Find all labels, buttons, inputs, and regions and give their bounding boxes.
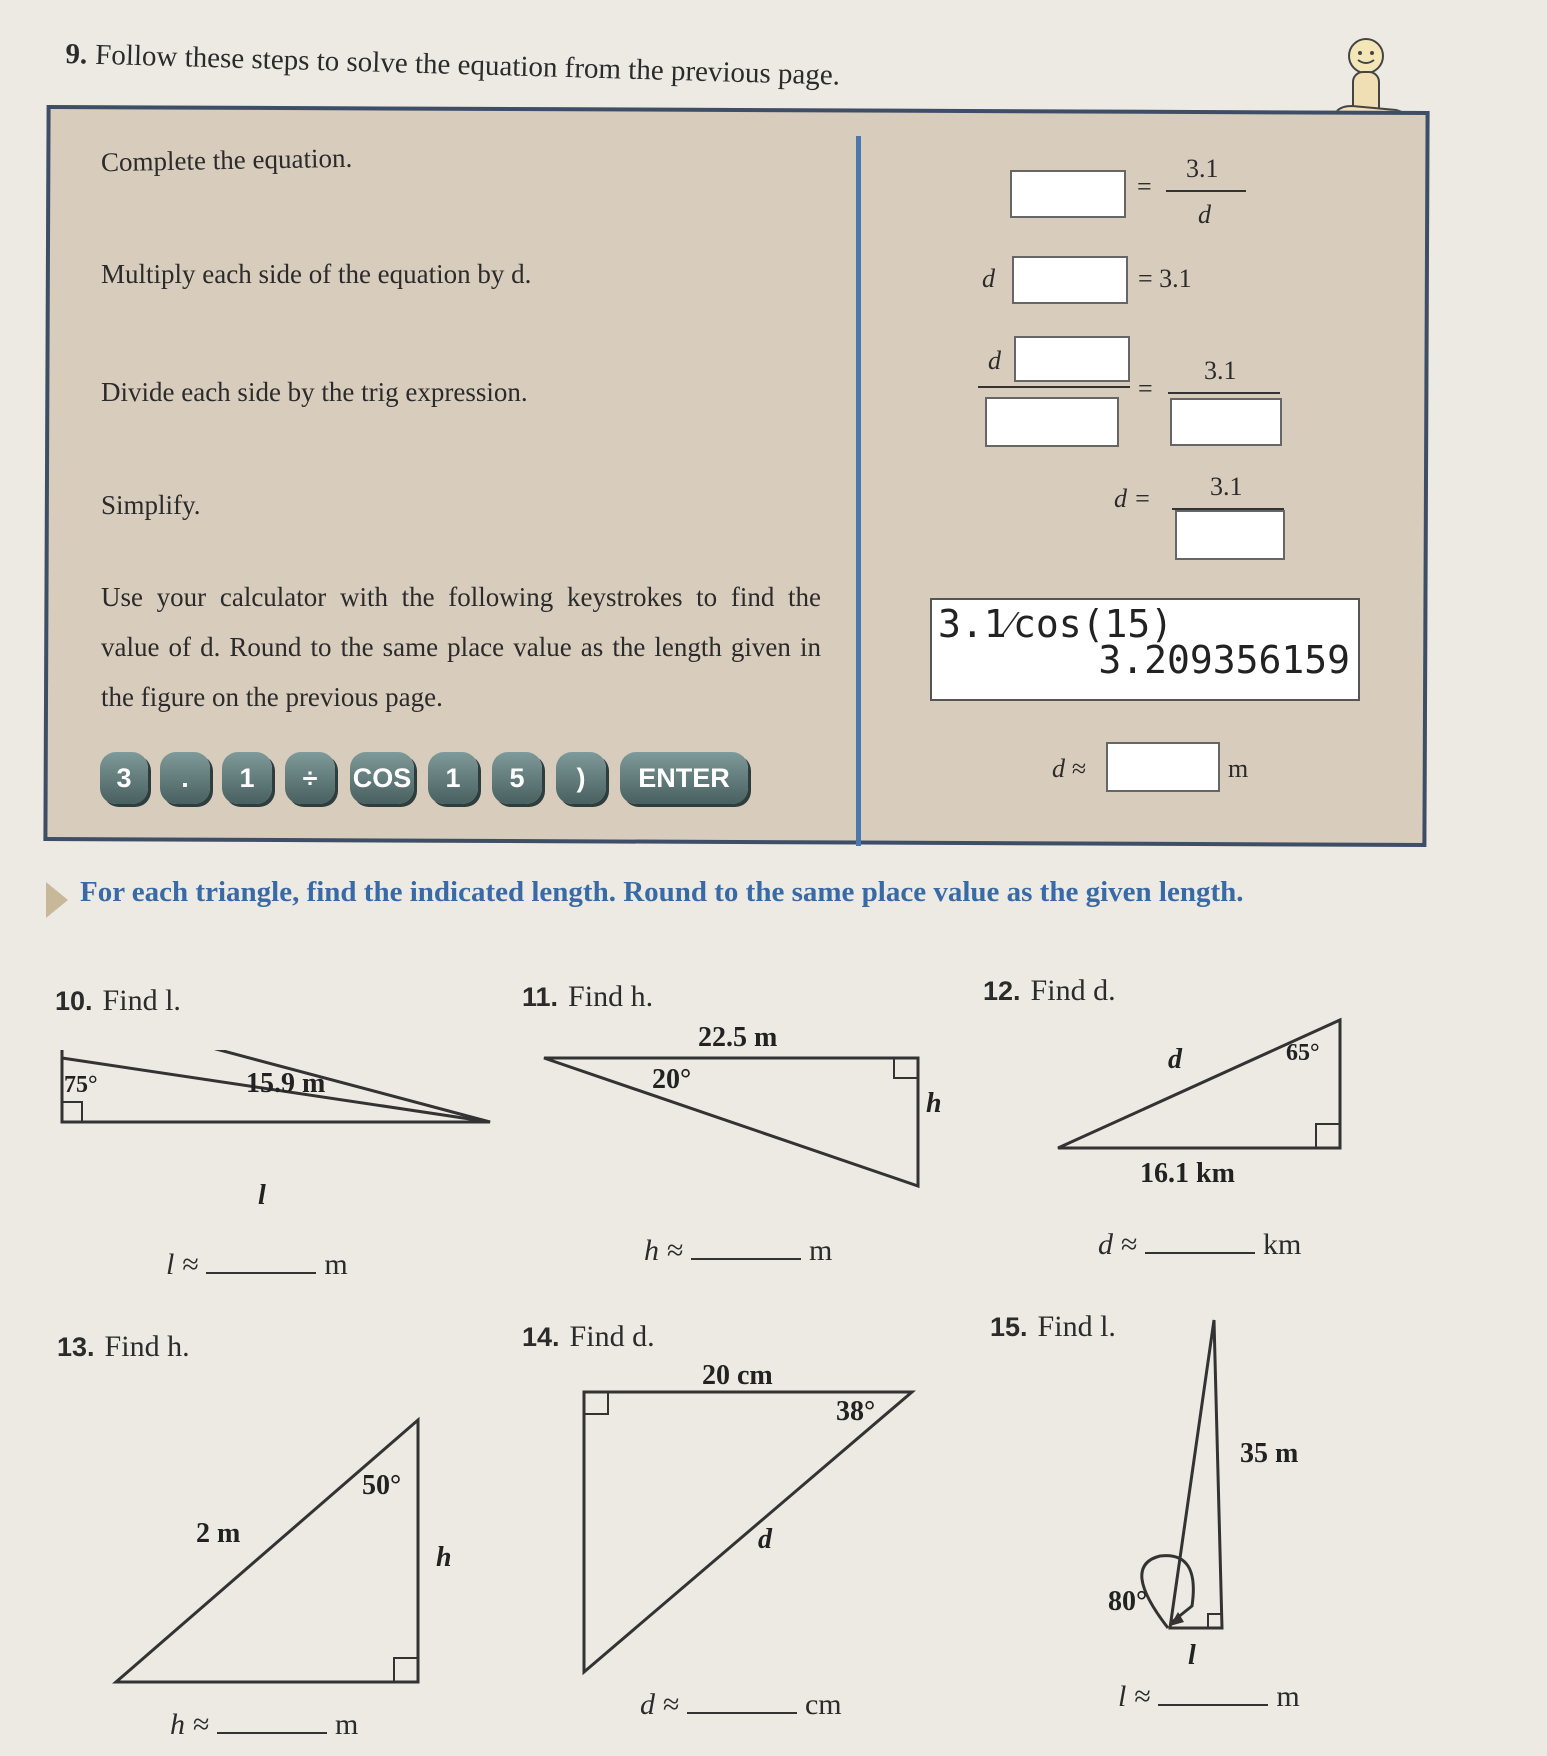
problem-13-heading <box>57 1330 190 1364</box>
step-complete: Complete the equation. <box>100 142 353 178</box>
fraction-bar <box>978 386 1130 388</box>
answer-box-4[interactable] <box>985 397 1119 447</box>
fraction-bar <box>1166 190 1246 192</box>
angle-label: 20° <box>652 1064 692 1095</box>
problem-10-heading <box>55 984 181 1018</box>
problem-14-heading <box>522 1320 655 1354</box>
answer-unit: cm <box>804 1688 842 1721</box>
given-side-label: 20 cm <box>702 1360 773 1391</box>
answer-box-3[interactable] <box>1014 336 1130 382</box>
answer-line <box>1098 1228 1301 1262</box>
answer-line <box>166 1248 348 1282</box>
equals-sign: = <box>1138 374 1153 403</box>
answer-box-5[interactable] <box>1170 398 1282 446</box>
fraction-bar <box>1168 392 1280 394</box>
given-side-label: 2 m <box>196 1518 241 1549</box>
calculator-result-line: 3.209356159 <box>1098 638 1350 682</box>
answer-unit: m <box>334 1708 359 1741</box>
unknown-label: l <box>258 1180 266 1211</box>
answer-label: l ≈ <box>1118 1680 1151 1713</box>
angle-label: 38° <box>836 1396 876 1427</box>
problem-number: 15. <box>990 1312 1028 1342</box>
key-3[interactable]: 3 <box>100 752 148 804</box>
unknown-label: l <box>1188 1640 1196 1671</box>
panel-divider <box>856 136 861 846</box>
key-1[interactable]: 1 <box>222 752 272 804</box>
given-side-label: 15.9 m <box>246 1068 326 1099</box>
triangle-13-figure <box>112 1416 422 1686</box>
triangle-12-figure <box>1054 1012 1344 1152</box>
answer-blank[interactable] <box>1158 1704 1268 1706</box>
answer-blank[interactable] <box>1145 1252 1255 1254</box>
problem-number: 13. <box>57 1332 95 1362</box>
answer-label: h ≈ <box>644 1234 683 1267</box>
angle-label: 50° <box>362 1470 402 1501</box>
instruction-text: For each triangle, find the indicated length. Round to the same place value as the given length. <box>80 876 1244 908</box>
answer-label: h ≈ <box>170 1708 209 1741</box>
answer-line <box>644 1234 832 1268</box>
question-text: Follow these steps to solve the equation from the previous page. <box>94 38 841 92</box>
problem-12-heading <box>983 974 1116 1008</box>
answer-blank[interactable] <box>206 1272 316 1274</box>
problem-number: 10. <box>55 986 93 1016</box>
equals-sign: = <box>1137 172 1152 201</box>
problem-15-heading <box>990 1310 1116 1344</box>
answer-blank[interactable] <box>217 1732 327 1734</box>
angle-label: 65° <box>1286 1040 1320 1066</box>
answer-box-2[interactable] <box>1012 256 1128 304</box>
problem-prompt: Find l. <box>102 984 181 1017</box>
answer-box-1[interactable] <box>1010 170 1126 218</box>
triangle-14-figure <box>580 1388 916 1678</box>
problem-number: 14. <box>522 1322 560 1352</box>
angle-label: 80° <box>1108 1586 1148 1617</box>
fraction-denominator: d <box>1198 200 1211 229</box>
step-divide: Divide each side by the trig expression. <box>101 377 528 407</box>
answer-unit: m <box>808 1234 833 1267</box>
angle-label: 75° <box>64 1072 98 1098</box>
problem-prompt: Find d. <box>1030 974 1116 1007</box>
problem-prompt: Find h. <box>104 1330 190 1363</box>
equals-31: = 3.1 <box>1138 264 1192 293</box>
unknown-label: d <box>758 1524 772 1555</box>
answer-label: d ≈ <box>640 1688 679 1721</box>
d-equals: d = <box>1114 484 1152 513</box>
key-divide[interactable]: ÷ <box>285 752 335 804</box>
answer-unit: m <box>1276 1680 1300 1713</box>
key-cos[interactable]: COS <box>350 752 414 804</box>
answer-blank[interactable] <box>691 1258 801 1260</box>
question-number: 9. <box>65 38 88 71</box>
answer-line <box>1118 1680 1300 1714</box>
problem-prompt: Find l. <box>1037 1310 1116 1343</box>
answer-line <box>170 1708 358 1742</box>
unit-m: m <box>1228 754 1249 783</box>
fraction-numerator: 3.1 <box>1210 472 1243 501</box>
d-approx: d ≈ <box>1052 754 1086 783</box>
fraction-numerator: 3.1 <box>1186 154 1219 183</box>
problem-11-heading <box>522 980 653 1014</box>
calculator-input-line: 3.1⁄cos(15) <box>938 602 1174 646</box>
unknown-label: h <box>436 1542 452 1573</box>
problem-number: 12. <box>983 976 1021 1006</box>
var-d: d <box>988 346 1001 375</box>
key-5[interactable]: 5 <box>492 752 542 804</box>
key-decimal[interactable]: . <box>160 752 210 804</box>
step-calculator: Use your calculator with the following keystrokes to find the value of d. Round to the same place value as the length given in the figure on the previous page. <box>101 582 821 712</box>
fraction-numerator: 3.1 <box>1204 356 1237 385</box>
step-multiply: Multiply each side of the equation by d. <box>101 259 532 289</box>
problem-number: 11. <box>522 982 559 1012</box>
given-side-label: 35 m <box>1240 1438 1299 1469</box>
var-d: d <box>982 264 995 293</box>
problem-prompt: Find d. <box>569 1320 655 1353</box>
answer-unit: m <box>324 1248 348 1281</box>
calculator-screen <box>930 598 1360 701</box>
problem-prompt: Find h. <box>568 980 654 1013</box>
arrow-marker <box>46 882 68 918</box>
key-close-paren[interactable]: ) <box>556 752 606 804</box>
unknown-label: d <box>1168 1044 1182 1075</box>
given-side-label: 16.1 km <box>1140 1158 1235 1189</box>
key-1[interactable]: 1 <box>428 752 478 804</box>
triangle-11-figure <box>540 1050 920 1200</box>
question-9-heading <box>65 38 840 93</box>
answer-box-final[interactable] <box>1106 742 1220 792</box>
unknown-label: h <box>926 1088 942 1119</box>
key-enter[interactable]: ENTER <box>620 752 748 804</box>
answer-line <box>640 1688 842 1722</box>
answer-label: d ≈ <box>1098 1228 1137 1261</box>
answer-box-6[interactable] <box>1175 510 1285 560</box>
step-simplify: Simplify. <box>101 490 201 520</box>
answer-unit: km <box>1262 1228 1302 1261</box>
answer-label: l ≈ <box>166 1248 199 1281</box>
given-side-label: 22.5 m <box>698 1022 778 1053</box>
answer-blank[interactable] <box>687 1712 797 1714</box>
